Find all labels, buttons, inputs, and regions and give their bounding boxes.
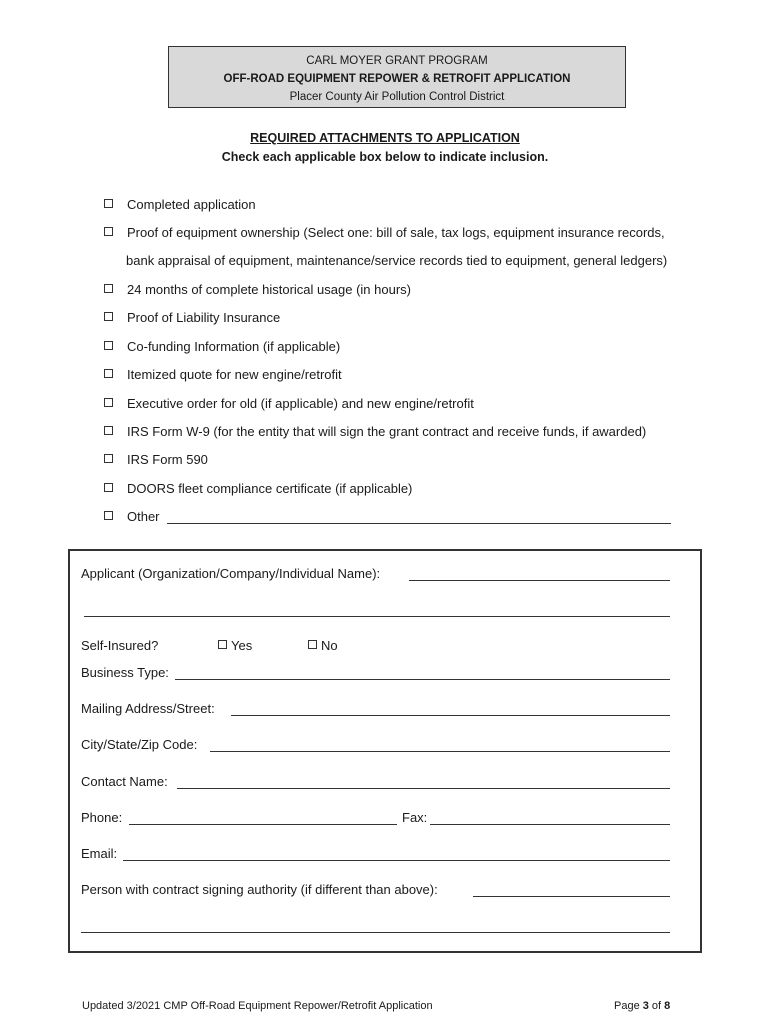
page-number bbox=[614, 1000, 670, 1012]
signing-authority-input[interactable] bbox=[473, 896, 670, 897]
city-state-zip-input[interactable] bbox=[210, 751, 670, 752]
city-state-zip-label: City/State/Zip Code: bbox=[81, 737, 198, 752]
other-input-line[interactable] bbox=[167, 509, 671, 524]
checklist-item bbox=[104, 281, 411, 299]
application-title: OFF-ROAD EQUIPMENT REPOWER & RETROFIT APPLICATION bbox=[223, 73, 571, 85]
page-total: 8 bbox=[664, 1000, 671, 1012]
checklist-item bbox=[104, 224, 665, 242]
email-label: Email: bbox=[81, 846, 118, 861]
checklist-item-label: 24 months of complete historical usage (in hours) bbox=[127, 282, 411, 297]
checklist-item-label: IRS Form W-9 (for the entity that will sign the grant contract and receive funds, if awarded) bbox=[127, 424, 647, 439]
self-insured-yes bbox=[218, 637, 252, 655]
checklist-item bbox=[104, 366, 342, 384]
mailing-address-input[interactable] bbox=[231, 715, 670, 716]
checkbox[interactable] bbox=[104, 483, 113, 492]
program-name: CARL MOYER GRANT PROGRAM bbox=[306, 55, 488, 67]
checklist-item-label: Co-funding Information (if applicable) bbox=[127, 339, 341, 354]
attachments-title: REQUIRED ATTACHMENTS TO APPLICATION bbox=[250, 131, 520, 145]
checklist-item-label: Completed application bbox=[127, 197, 256, 212]
checklist-item-label: Itemized quote for new engine/retrofit bbox=[127, 367, 342, 382]
checkbox[interactable] bbox=[104, 284, 113, 293]
applicant-name-input-line2[interactable] bbox=[84, 616, 670, 617]
fax-label: Fax: bbox=[402, 810, 428, 825]
self-insured-no bbox=[308, 637, 338, 655]
yes-checkbox[interactable] bbox=[218, 640, 227, 649]
checklist-item-label: Proof of equipment ownership (Select one: bill of sale, tax logs, equipment insurance records, bbox=[127, 225, 665, 240]
contact-name-label: Contact Name: bbox=[81, 774, 168, 789]
checklist-item-label: Other bbox=[127, 509, 160, 524]
checkbox[interactable] bbox=[104, 398, 113, 407]
checklist-item-label: IRS Form 590 bbox=[127, 452, 208, 467]
phone-input[interactable] bbox=[129, 824, 397, 825]
page-prefix: Page bbox=[614, 1000, 643, 1012]
footer-revision: Updated 3/2021 CMP Off-Road Equipment Repower/Retrofit Application bbox=[82, 1000, 433, 1012]
phone-label: Phone: bbox=[81, 810, 123, 825]
checkbox[interactable] bbox=[104, 511, 113, 520]
checklist-item bbox=[104, 395, 474, 413]
program-header bbox=[168, 46, 626, 108]
checklist-item-other bbox=[104, 508, 671, 526]
checklist-item bbox=[104, 480, 412, 498]
checklist-item bbox=[104, 309, 280, 327]
checkbox[interactable] bbox=[104, 454, 113, 463]
checkbox[interactable] bbox=[104, 426, 113, 435]
checklist-item-label: Proof of Liability Insurance bbox=[127, 310, 281, 325]
fax-input[interactable] bbox=[430, 824, 670, 825]
checklist-item bbox=[104, 451, 208, 469]
page-of: of bbox=[648, 1000, 665, 1012]
self-insured-label: Self-Insured? bbox=[81, 638, 159, 653]
business-type-label: Business Type: bbox=[81, 665, 169, 680]
email-input[interactable] bbox=[123, 860, 670, 861]
business-type-input[interactable] bbox=[175, 679, 670, 680]
checkbox[interactable] bbox=[104, 369, 113, 378]
district-name: Placer County Air Pollution Control District bbox=[289, 91, 505, 103]
checklist-item-continuation: bank appraisal of equipment, maintenance/service records tied to equipment, general ledgers) bbox=[126, 253, 668, 268]
contact-name-input[interactable] bbox=[177, 788, 670, 789]
attachments-instruction: Check each applicable box below to indicate inclusion. bbox=[221, 150, 549, 164]
checklist-item bbox=[104, 338, 340, 356]
no-label: No bbox=[321, 638, 338, 653]
no-checkbox[interactable] bbox=[308, 640, 317, 649]
checkbox[interactable] bbox=[104, 199, 113, 208]
applicant-name-input[interactable] bbox=[409, 580, 670, 581]
checklist-item bbox=[104, 423, 646, 441]
checkbox[interactable] bbox=[104, 227, 113, 236]
applicant-name-label: Applicant (Organization/Company/Individual Name): bbox=[81, 566, 381, 581]
signing-authority-label: Person with contract signing authority (if different than above): bbox=[81, 882, 438, 897]
yes-label: Yes bbox=[231, 638, 253, 653]
checklist-item-label: Executive order for old (if applicable) and new engine/retrofit bbox=[127, 396, 474, 411]
signing-authority-input-line2[interactable] bbox=[81, 932, 670, 933]
checkbox[interactable] bbox=[104, 341, 113, 350]
checkbox[interactable] bbox=[104, 312, 113, 321]
checklist-item-label: DOORS fleet compliance certificate (if applicable) bbox=[127, 481, 413, 496]
mailing-address-label: Mailing Address/Street: bbox=[81, 701, 215, 716]
page-current: 3 bbox=[642, 1000, 649, 1012]
checklist-item bbox=[104, 196, 256, 214]
